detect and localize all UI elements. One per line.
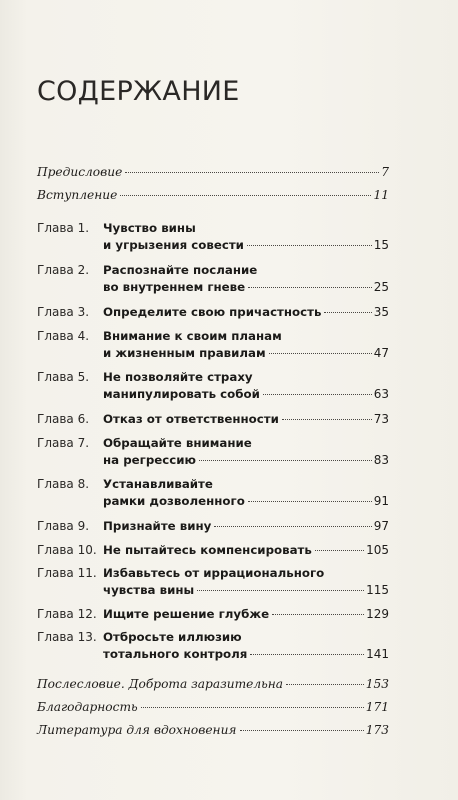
chapter-title-line2: рамки дозволенного [103, 494, 245, 508]
page-title: СОДЕРЖАНИЕ [37, 76, 240, 107]
dot-leader [125, 172, 379, 173]
toc-entry-acknowledgements [37, 699, 389, 716]
chapter-title-line1: Внимание к своим планам [103, 329, 282, 343]
dot-leader [324, 312, 371, 313]
chapter-label: Глава 6. [37, 412, 90, 426]
toc-page-number: 171 [365, 700, 389, 714]
chapter-title: Признайте вину [103, 519, 212, 533]
dot-leader [199, 460, 372, 461]
chapter-title-line2: во внутреннем гневе [103, 280, 246, 294]
toc-page-number: 7 [381, 165, 389, 179]
chapter-label: Глава 2. [37, 263, 90, 277]
dot-leader [141, 707, 364, 708]
chapter-label: Глава 5. [37, 370, 90, 384]
dot-leader [248, 501, 372, 502]
toc-page-number: 105 [366, 543, 389, 557]
chapter-title: Определите свою причастность [103, 305, 322, 319]
chapter-title-line2: тотального контроля [103, 647, 248, 661]
chapter-label: Глава 9. [37, 519, 90, 533]
chapter-title-line2: и угрызения совести [103, 238, 244, 252]
toc-page-number: 47 [373, 346, 389, 360]
chapter-label: Глава 1. [37, 221, 90, 235]
dot-leader [282, 419, 372, 420]
chapter-label: Глава 12. [37, 607, 97, 621]
dot-leader [315, 550, 364, 551]
chapter-title-line1: Обращайте внимание [103, 436, 252, 450]
chapter-title-line1: Чувство вины [103, 221, 196, 235]
toc-entry-title: Литература для вдохновения [37, 723, 237, 737]
toc-page-number: 173 [365, 723, 389, 737]
toc-page-number: 129 [366, 607, 389, 621]
toc-entry-title: Предисловие [37, 165, 123, 179]
chapter-title-line2: и жизненным правилам [103, 346, 266, 360]
chapter-title-line1: Избавьтесь от иррационального [103, 566, 325, 580]
toc-entry-introduction [37, 187, 389, 204]
chapter-title-line1: Отбросьте иллюзию [103, 630, 242, 644]
toc-page-number: 115 [366, 583, 389, 597]
chapter-label: Глава 8. [37, 477, 90, 491]
dot-leader [269, 353, 372, 354]
chapter-label: Глава 4. [37, 329, 90, 343]
dot-leader [263, 394, 372, 395]
toc-page-number: 11 [373, 188, 389, 202]
chapter-title-line2: на регрессию [103, 453, 196, 467]
chapter-title-line1: Распознайте послание [103, 263, 258, 277]
dot-leader [248, 287, 372, 288]
chapter-title: Отказ от ответственности [103, 412, 279, 426]
toc-page-number: 35 [373, 305, 389, 319]
toc-entry-title: Благодарность [37, 700, 138, 714]
toc-entry-title: Послесловие. Доброта заразительна [37, 677, 284, 691]
toc-page-number: 25 [373, 280, 389, 294]
toc-page-number: 73 [373, 412, 389, 426]
chapter-label: Глава 13. [37, 630, 97, 644]
chapter-title: Не пытайтесь компенсировать [103, 543, 312, 557]
toc-page-number: 97 [373, 519, 389, 533]
toc-page-number: 141 [366, 647, 389, 661]
chapter-label: Глава 11. [37, 566, 97, 580]
chapter-title-line2: манипулировать собой [103, 387, 260, 401]
dot-leader [286, 684, 364, 685]
dot-leader [197, 590, 364, 591]
chapter-label: Глава 7. [37, 436, 90, 450]
toc-page-number: 153 [365, 677, 389, 691]
toc-entry-title: Вступление [37, 188, 118, 202]
dot-leader [250, 654, 364, 655]
dot-leader [120, 195, 371, 196]
chapter-title-line1: Не позволяйте страху [103, 370, 253, 384]
toc-entry-literature [37, 722, 389, 739]
chapter-title-line1: Устанавливайте [103, 477, 213, 491]
dot-leader [240, 730, 364, 731]
dot-leader [247, 245, 372, 246]
chapter-title: Ищите решение глубже [103, 607, 270, 621]
toc-page-number: 63 [373, 387, 389, 401]
chapter-title-line2: чувства вины [103, 583, 195, 597]
dot-leader [214, 526, 371, 527]
chapter-label: Глава 10. [37, 543, 97, 557]
toc-page-number: 83 [373, 453, 389, 467]
toc-page-number: 15 [373, 238, 389, 252]
toc-page-number: 91 [373, 494, 389, 508]
toc-entry-preface [37, 164, 389, 181]
toc-entry-afterword [37, 676, 389, 693]
dot-leader [272, 614, 364, 615]
chapter-label: Глава 3. [37, 305, 90, 319]
